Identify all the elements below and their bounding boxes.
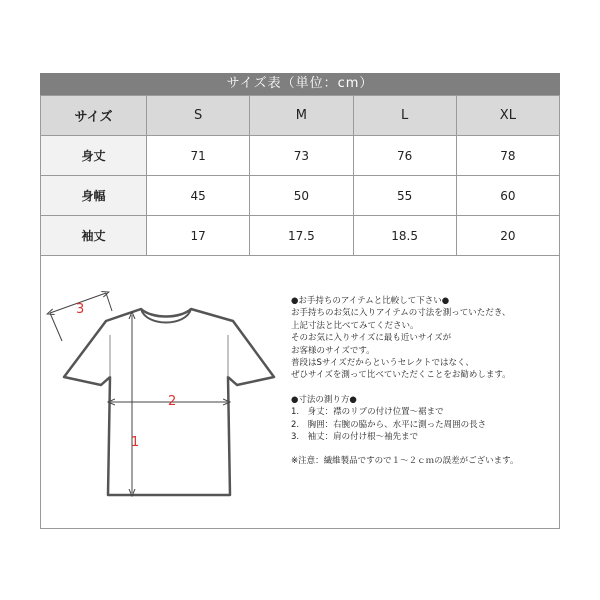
notes-line: 普段はSサイズだからというセレクトではなく、: [291, 358, 474, 369]
table-cell: 71: [147, 136, 250, 176]
table-row: [41, 176, 560, 216]
label-2: 2: [168, 394, 177, 409]
table-cell: 20: [456, 216, 559, 256]
table-cell: 18.5: [353, 216, 456, 256]
row-label: 身幅: [41, 176, 147, 216]
table-cell: 78: [456, 136, 559, 176]
label-1: 1: [131, 435, 140, 450]
notes-heading: ●お手持ちのアイテムと比較して下さい●: [291, 296, 450, 306]
header-cell: S: [147, 96, 250, 136]
table-cell: 17.5: [250, 216, 353, 256]
header-cell: L: [353, 96, 456, 136]
measure-line: 2. 胸囲：右腕の脇から、水平に測った周囲の長さ: [291, 419, 487, 430]
header-cell: M: [250, 96, 353, 136]
notes-line: お客様のサイズです。: [291, 345, 375, 356]
table-cell: 50: [250, 176, 353, 216]
notes-line: 上記寸法と比べてみてください。: [291, 320, 419, 331]
table-row: [41, 216, 560, 256]
notes-line: ぜひサイズを測って比べていただくことをお勧めします。: [291, 370, 511, 381]
measure-line: 1. 身丈：襟のリブの付け位置～裾まで: [291, 407, 444, 418]
table-cell: 60: [456, 176, 559, 216]
notes-line: そのお気に入りサイズに最も近いサイズが: [291, 333, 452, 344]
table-cell: 76: [353, 136, 456, 176]
table-cell: 55: [353, 176, 456, 216]
row-label: 身丈: [41, 136, 147, 176]
table-cell: 45: [147, 176, 250, 216]
table-header-row: [41, 96, 560, 136]
size-table: [40, 95, 560, 256]
header-cell: サイズ: [41, 96, 147, 136]
caution-note: ※注意：繊維製品ですので１～２ｃｍの誤差がございます。: [291, 456, 519, 467]
notes-line: お手持ちのお気に入りアイテムの寸法を測っていただき、: [291, 308, 511, 319]
measurement-notes: [291, 295, 559, 468]
size-chart-title: サイズ表（単位：cm）: [40, 73, 560, 95]
table-row: [41, 136, 560, 176]
measure-line: 3. 袖丈：肩の付け根～袖先まで: [291, 432, 419, 443]
row-label: 袖丈: [41, 216, 147, 256]
measure-heading: ●寸法の測り方●: [291, 394, 357, 405]
table-cell: 73: [250, 136, 353, 176]
label-3: 3: [76, 302, 85, 317]
header-cell: XL: [456, 96, 559, 136]
table-cell: 17: [147, 216, 250, 256]
